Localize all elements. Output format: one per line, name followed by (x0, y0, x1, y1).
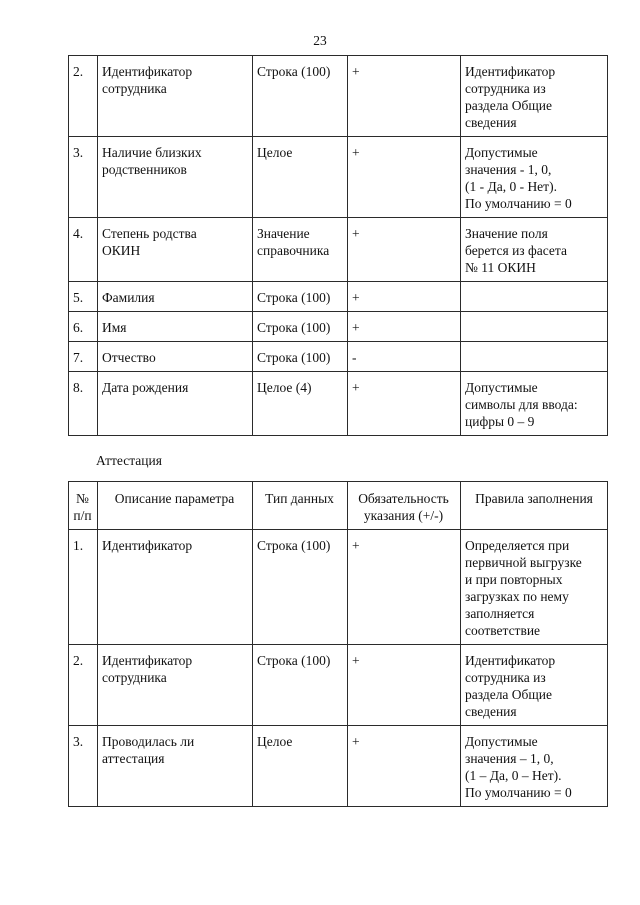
parameter-description: Идентификатор (98, 530, 253, 645)
filling-rules (461, 342, 608, 372)
header-data-type: Тип данных (253, 482, 348, 530)
data-type: Значение справочника (253, 218, 348, 282)
header-number: № п/п (69, 482, 98, 530)
row-number: 8. (69, 372, 98, 436)
data-type: Строка (100) (253, 530, 348, 645)
row-number: 6. (69, 312, 98, 342)
table-row (69, 282, 608, 312)
parameters-table-attestation (68, 481, 608, 807)
header-description: Описание параметра (98, 482, 253, 530)
filling-rules (461, 312, 608, 342)
data-type: Целое (253, 137, 348, 218)
parameter-description: Идентификатор сотрудника (98, 645, 253, 726)
parameter-description: Фамилия (98, 282, 253, 312)
parameter-description: Имя (98, 312, 253, 342)
data-type: Строка (100) (253, 645, 348, 726)
row-number: 2. (69, 645, 98, 726)
parameters-table-relatives (68, 55, 608, 436)
table-row (69, 645, 608, 726)
required-flag: + (348, 372, 461, 436)
filling-rules: Значение поля берется из фасета № 11 ОКИН (461, 218, 608, 282)
filling-rules: Допустимые значения – 1, 0, (1 – Да, 0 – Нет). По умолчанию = 0 (461, 726, 608, 807)
filling-rules (461, 282, 608, 312)
table-row (69, 218, 608, 282)
required-flag: + (348, 726, 461, 807)
row-number: 2. (69, 56, 98, 137)
parameter-description: Проводилась ли аттестация (98, 726, 253, 807)
data-type: Целое (253, 726, 348, 807)
filling-rules: Допустимые символы для ввода: цифры 0 – 9 (461, 372, 608, 436)
row-number: 1. (69, 530, 98, 645)
row-number: 3. (69, 726, 98, 807)
table-row (69, 726, 608, 807)
filling-rules: Определяется при первичной выгрузке и при повторных загрузках по нему заполняется соответствие (461, 530, 608, 645)
data-type: Строка (100) (253, 342, 348, 372)
table-row (69, 530, 608, 645)
section-title: Аттестация (96, 453, 162, 468)
data-type: Целое (4) (253, 372, 348, 436)
required-flag: + (348, 56, 461, 137)
parameter-description: Отчество (98, 342, 253, 372)
required-flag: + (348, 312, 461, 342)
table-header-row (69, 482, 608, 530)
data-type: Строка (100) (253, 56, 348, 137)
required-flag: + (348, 218, 461, 282)
required-flag: + (348, 645, 461, 726)
filling-rules: Идентификатор сотрудника из раздела Общие сведения (461, 56, 608, 137)
parameter-description: Степень родства ОКИН (98, 218, 253, 282)
page-number: 23 (313, 33, 327, 48)
data-type: Строка (100) (253, 282, 348, 312)
row-number: 5. (69, 282, 98, 312)
filling-rules: Идентификатор сотрудника из раздела Общие сведения (461, 645, 608, 726)
parameter-description: Идентификатор сотрудника (98, 56, 253, 137)
required-flag: - (348, 342, 461, 372)
required-flag: + (348, 530, 461, 645)
table-row (69, 342, 608, 372)
table-row (69, 372, 608, 436)
data-type: Строка (100) (253, 312, 348, 342)
row-number: 4. (69, 218, 98, 282)
table-row (69, 56, 608, 137)
header-required: Обязательность указания (+/-) (348, 482, 461, 530)
required-flag: + (348, 282, 461, 312)
parameter-description: Дата рождения (98, 372, 253, 436)
filling-rules: Допустимые значения - 1, 0, (1 - Да, 0 - Нет). По умолчанию = 0 (461, 137, 608, 218)
required-flag: + (348, 137, 461, 218)
row-number: 3. (69, 137, 98, 218)
table-row (69, 137, 608, 218)
row-number: 7. (69, 342, 98, 372)
header-filling-rules: Правила заполнения (461, 482, 608, 530)
table-row (69, 312, 608, 342)
parameter-description: Наличие близких родственников (98, 137, 253, 218)
